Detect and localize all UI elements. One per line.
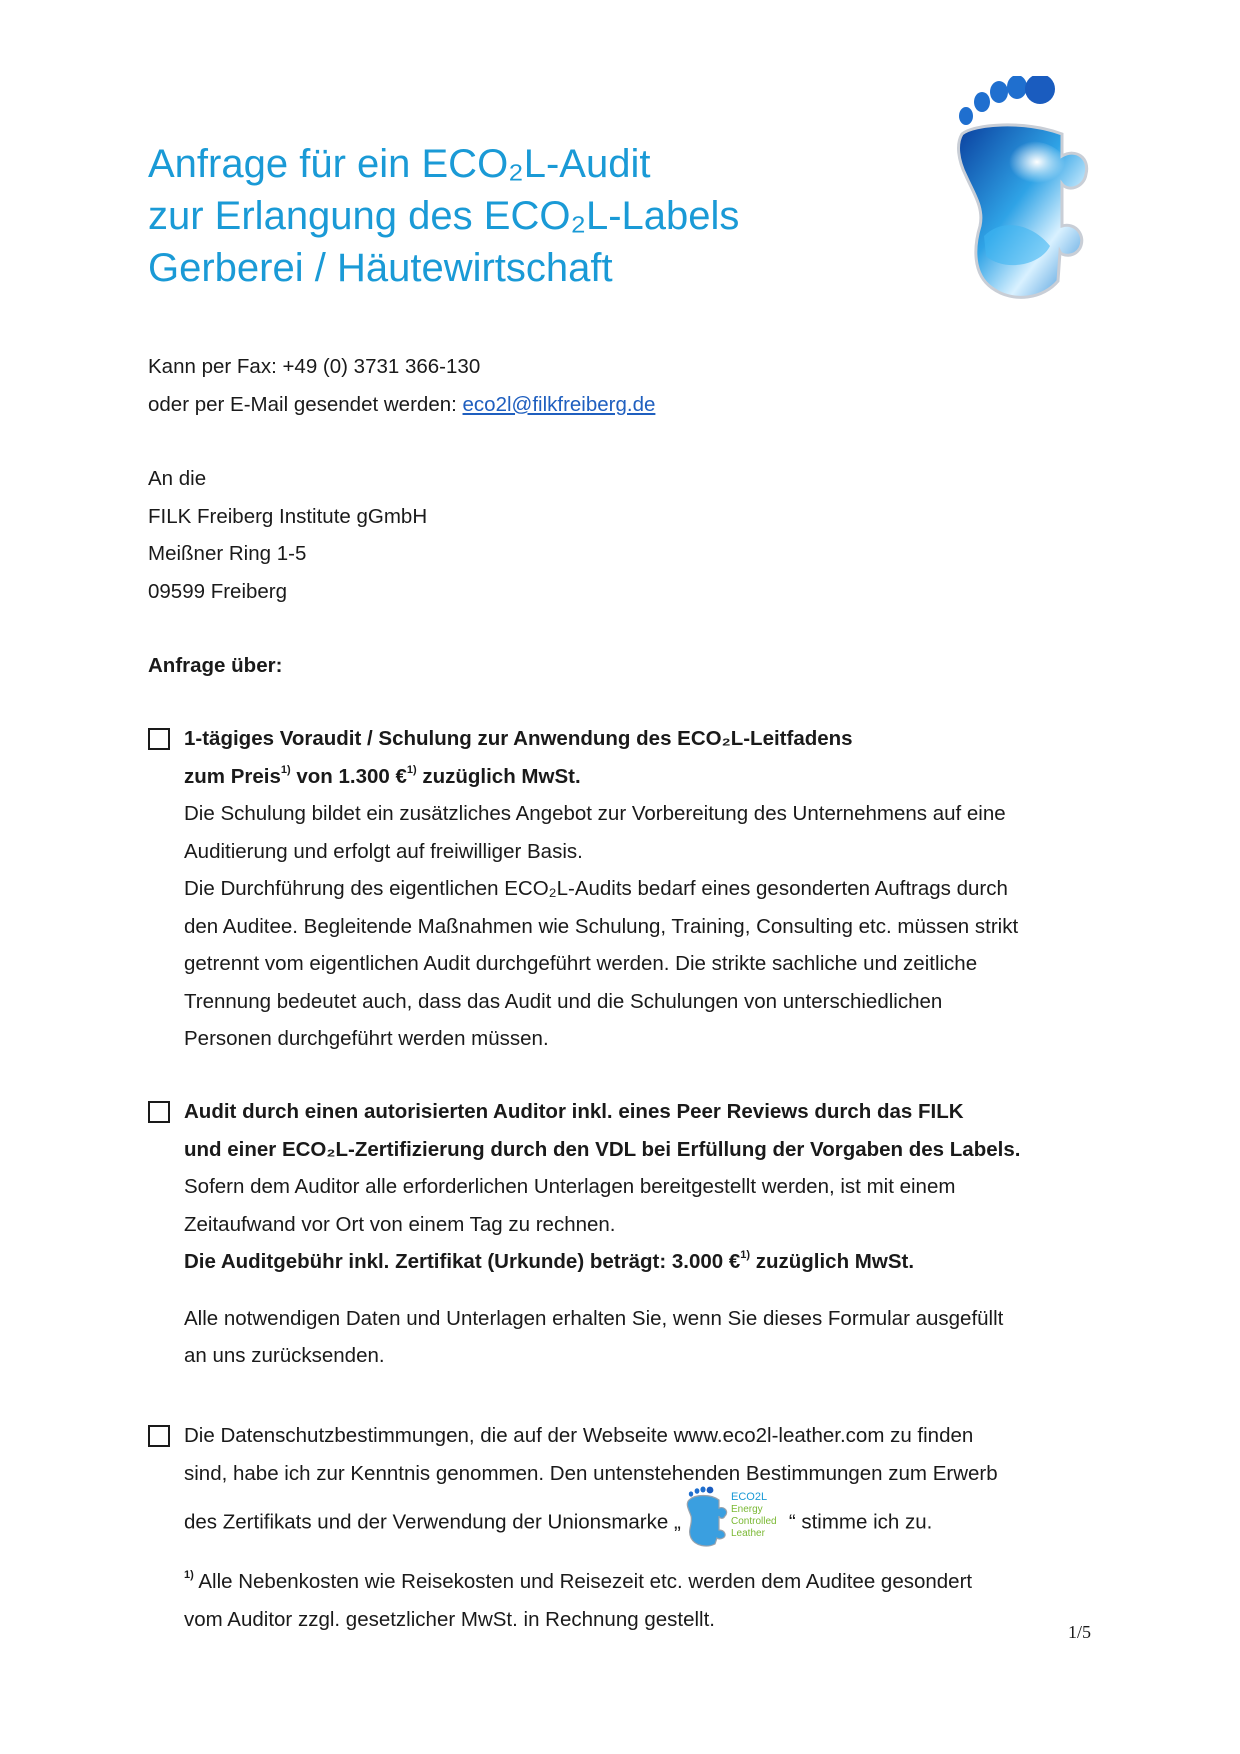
voraudit-price-a: zum Preis [184,764,281,788]
datenschutz-checkbox[interactable] [148,1425,170,1447]
audit-checkbox[interactable] [148,1101,170,1123]
address-block [148,460,427,610]
address-line-1: An die [148,467,207,490]
footnote-marker: 1) [184,1569,194,1582]
footnote-line-1 [184,1563,972,1601]
audit-note-line: Alle notwendigen Daten und Unterlagen erhalten Sie, wenn Sie dieses Formular ausgefüllt [184,1306,1004,1330]
footnote-ref: 1) [740,1249,751,1262]
audit-desc-line: Zeitaufwand vor Ort von einem Tag zu rechnen. [184,1212,616,1236]
datenschutz-line-3-a: des Zertifikats und der Verwendung der Unionsmarke „ [184,1510,681,1534]
eco2l-union-mark-logo [681,1486,789,1548]
footnote-line-1-text: Alle Nebenkosten wie Reisekosten und Reisezeit etc. werden dem Auditee gesondert [193,1570,973,1593]
audit-title-line-2: und einer ECO₂L-Zertifizierung durch den VDL bei Erfüllung der Vorgaben des Labels. [184,1137,1021,1161]
title-line-1: Anfrage für ein ECO₂L-Audit [148,142,651,186]
logo-text-leather: Leather [730,1528,765,1539]
audit-note-line: an uns zurücksenden. [184,1344,385,1367]
datenschutz-line-2: sind, habe ich zur Kenntnis genommen. Den untenstehenden Bestimmungen zum Erwerb [184,1461,998,1485]
voraudit-checkbox[interactable] [148,728,170,750]
email-link[interactable]: eco2l@filkfreiberg.de [462,392,656,416]
voraudit-desc-line: Die Durchführung des eigentlichen ECO₂L-Audits bedarf eines gesonderten Auftrags durch [184,877,1008,900]
voraudit-desc-line: Die Schulung bildet ein zusätzliches Angebot zur Vorbereitung des Unternehmens auf eine [184,802,1006,825]
voraudit-desc-line: getrennt vom eigentlichen Audit durchgeführt werden. Die strikte sachliche und zeitliche [184,952,978,975]
voraudit-title: 1-tägiges Voraudit / Schulung zur Anwendung des ECO₂L-Leitfadens [184,727,853,750]
audit-fee-b: zuzüglich MwSt. [750,1250,915,1273]
page-title [148,138,739,294]
footnote-line-2: vom Auditor zzgl. gesetzlicher MwSt. in Rechnung gestellt. [184,1607,715,1631]
footnote-ref: 1) [406,763,417,776]
audit-desc-line: Sofern dem Auditor alle erforderlichen Unterlagen bereitgestellt werden, ist mit einem [184,1175,956,1198]
logo-text-eco2l: ECO2L [730,1491,767,1503]
datenschutz-line-3-b: “ stimme ich zu. [788,1510,933,1534]
page-number: 1/5 [1068,1622,1092,1642]
title-line-3: Gerberei / Häutewirtschaft [148,246,613,290]
footprint-logo-icon [944,76,1094,308]
contact-block [148,348,655,423]
title-line-2: zur Erlangung des ECO₂L-Labels [148,194,740,238]
voraudit-price-c: zuzüglich MwSt. [416,764,581,788]
request-heading: Anfrage über: [148,654,283,677]
audit-text [184,1093,1020,1375]
datenschutz-line-1: Die Datenschutzbestimmungen, die auf der Webseite www.eco2l-leather.com zu finden [184,1424,974,1447]
footnote [184,1563,972,1638]
footnote-ref: 1) [280,763,291,776]
voraudit-desc-line: Personen durchgeführt werden müssen. [184,1027,549,1050]
fax-line: Kann per Fax: +49 (0) 3731 366-130 [148,355,481,378]
voraudit-price [184,758,1018,796]
logo-text-controlled: Controlled [730,1516,777,1527]
audit-fee-a: Die Auditgebühr inkl. Zertifikat (Urkunde) beträgt: 3.000 € [184,1250,741,1273]
voraudit-desc-line: Trennung bedeutet auch, dass das Audit und die Schulungen von unterschiedlichen [184,989,943,1013]
audit-title-line-1: Audit durch einen autorisierten Auditor inkl. eines Peer Reviews durch das FILK [184,1100,964,1123]
logo-text-energy: Energy [730,1504,763,1515]
address-line-3: Meißner Ring 1-5 [148,542,307,565]
voraudit-price-b: von 1.300 € [290,764,407,788]
datenschutz-text [184,1417,998,1554]
audit-fee [184,1243,1020,1281]
address-line-4: 09599 Freiberg [148,579,288,603]
datenschutz-line-3 [184,1492,998,1554]
voraudit-desc-line: Auditierung und erfolgt auf freiwilliger Basis. [184,839,583,863]
email-prefix: oder per E-Mail gesendet werden: [148,392,463,416]
voraudit-desc-line: den Auditee. Begleitende Maßnahmen wie Schulung, Training, Consulting etc. müssen strikt [184,914,1019,938]
email-line [148,386,655,424]
voraudit-text [184,720,1018,1058]
address-line-2: FILK Freiberg Institute gGmbH [148,504,428,528]
